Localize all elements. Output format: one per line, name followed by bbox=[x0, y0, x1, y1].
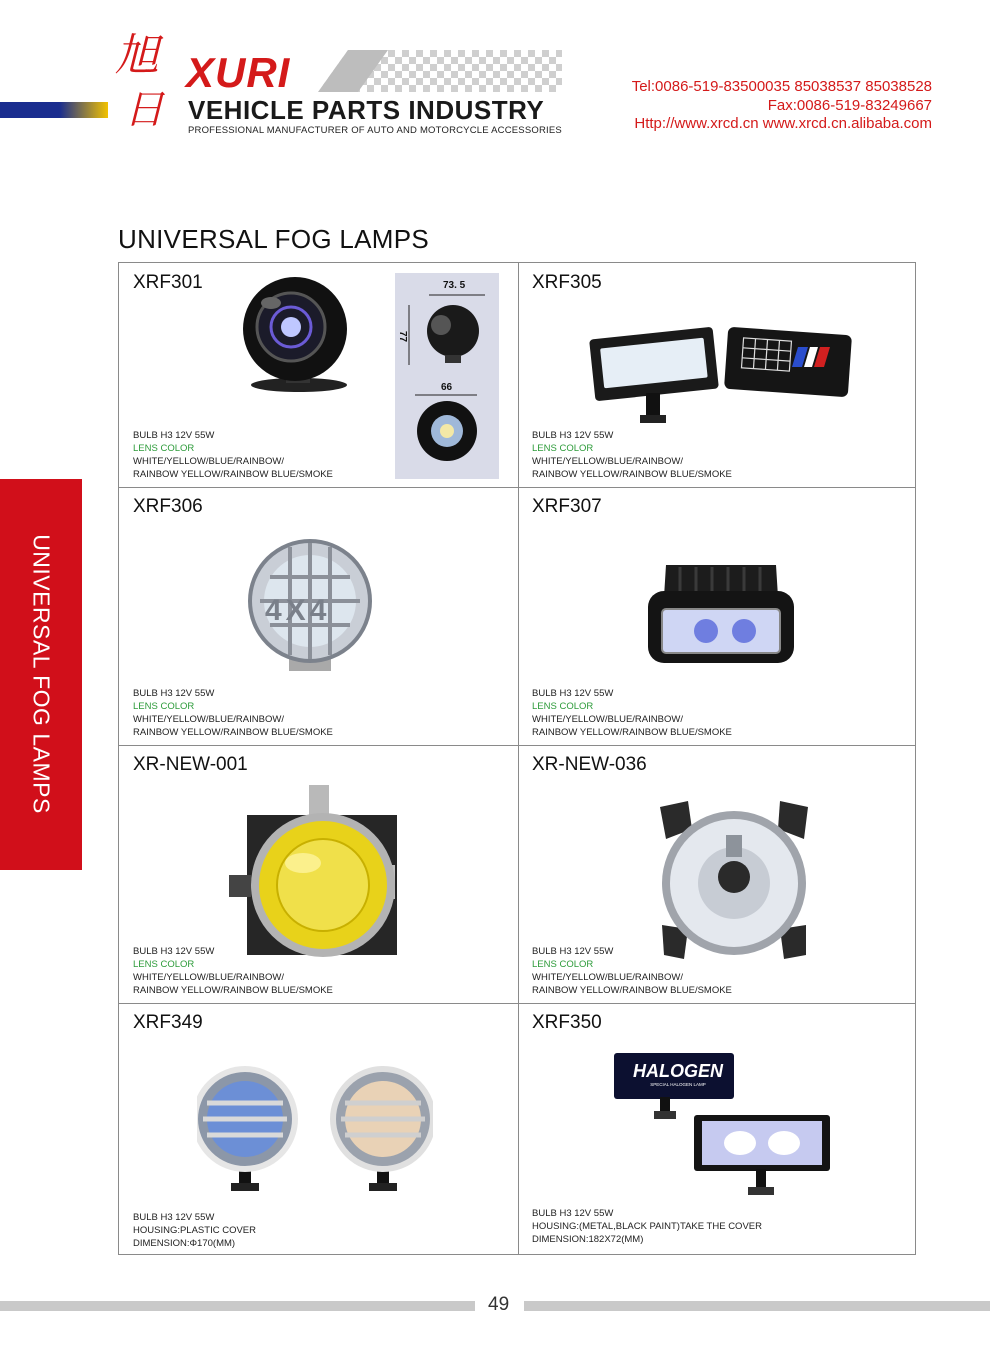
dimension-diagram bbox=[395, 273, 499, 479]
product-specs bbox=[133, 945, 333, 997]
product-card-xrf307 bbox=[518, 487, 917, 745]
product-specs bbox=[133, 1211, 256, 1250]
spec-colors-1: WHITE/YELLOW/BLUE/RAINBOW/ bbox=[532, 714, 683, 725]
spec-bulb: BULB H3 12V 55W bbox=[133, 688, 215, 699]
fog-lamp-image bbox=[197, 1059, 433, 1201]
spec-colors-1: WHITE/YELLOW/BLUE/RAINBOW/ bbox=[133, 972, 284, 983]
fog-lamp-image bbox=[658, 799, 812, 963]
product-card-xrf301 bbox=[119, 263, 518, 487]
product-code: XRF350 bbox=[532, 1012, 602, 1033]
dimension-height: 77 bbox=[397, 330, 409, 343]
spec-colors-2: RAINBOW YELLOW/RAINBOW BLUE/SMOKE bbox=[532, 727, 732, 738]
product-code: XRF305 bbox=[532, 272, 602, 293]
product-specs bbox=[133, 687, 333, 739]
header-color-stripe bbox=[0, 102, 108, 118]
spec-colors-2: RAINBOW YELLOW/RAINBOW BLUE/SMOKE bbox=[133, 469, 333, 480]
fog-lamp-image bbox=[231, 273, 361, 393]
spec-bulb: BULB H3 12V 55W bbox=[532, 430, 614, 441]
cover-label: HALOGEN bbox=[633, 1061, 723, 1081]
company-name: VEHICLE PARTS INDUSTRY bbox=[188, 95, 545, 125]
spec-housing: HOUSING:PLASTIC COVER bbox=[133, 1225, 256, 1236]
brand-name: XURI bbox=[186, 49, 291, 96]
product-code: XRF307 bbox=[532, 496, 602, 517]
footer-bar-left bbox=[0, 1301, 475, 1311]
product-card-xr-new-036 bbox=[518, 745, 917, 1003]
product-card-xrf306 bbox=[119, 487, 518, 745]
spec-lens-label: LENS COLOR bbox=[532, 959, 594, 970]
spec-colors-1: WHITE/YELLOW/BLUE/RAINBOW/ bbox=[532, 972, 683, 983]
spec-lens-label: LENS COLOR bbox=[532, 443, 594, 454]
product-grid bbox=[118, 262, 916, 1255]
spec-bulb: BULB H3 12V 55W bbox=[532, 946, 614, 957]
product-code: XRF301 bbox=[133, 272, 203, 293]
product-code: XRF349 bbox=[133, 1012, 203, 1033]
spec-colors-2: RAINBOW YELLOW/RAINBOW BLUE/SMOKE bbox=[532, 985, 732, 996]
spec-lens-label: LENS COLOR bbox=[133, 959, 195, 970]
dimension-depth: 66 bbox=[441, 382, 453, 393]
logo-hanzi-bottom: 日 bbox=[124, 87, 164, 133]
fog-lamp-image bbox=[588, 323, 858, 433]
spec-colors-1: WHITE/YELLOW/BLUE/RAINBOW/ bbox=[133, 456, 284, 467]
product-specs bbox=[532, 429, 732, 481]
product-card-xrf349 bbox=[119, 1003, 518, 1255]
spec-lens-label: LENS COLOR bbox=[532, 701, 594, 712]
spec-bulb: BULB H3 12V 55W bbox=[133, 430, 215, 441]
spec-bulb: BULB H3 12V 55W bbox=[133, 946, 215, 957]
side-tab-label: UNIVERSAL FOG LAMPS bbox=[28, 534, 55, 814]
grill-emblem: 4X4 bbox=[265, 594, 331, 627]
spec-bulb: BULB H3 12V 55W bbox=[133, 1212, 215, 1223]
spec-housing: HOUSING:(METAL,BLACK PAINT)TAKE THE COVER bbox=[532, 1221, 762, 1232]
spec-colors-2: RAINBOW YELLOW/RAINBOW BLUE/SMOKE bbox=[532, 469, 732, 480]
cover-sublabel: SPECIAL HALOGEN LAMP bbox=[650, 1082, 706, 1087]
fog-lamp-image bbox=[227, 783, 399, 959]
product-card-xrf305 bbox=[518, 263, 917, 487]
product-card-xrf350 bbox=[518, 1003, 917, 1255]
product-specs bbox=[532, 687, 732, 739]
checkered-flag-graphic bbox=[318, 50, 562, 92]
product-specs bbox=[532, 945, 732, 997]
contact-block bbox=[632, 78, 932, 134]
section-title: UNIVERSAL FOG LAMPS bbox=[118, 224, 430, 254]
spec-dimension: DIMENSION:Φ170(MM) bbox=[133, 1238, 236, 1249]
spec-colors-2: RAINBOW YELLOW/RAINBOW BLUE/SMOKE bbox=[133, 727, 333, 738]
product-code: XR-NEW-036 bbox=[532, 754, 647, 775]
product-code: XRF306 bbox=[133, 496, 203, 517]
contact-web: Http://www.xrcd.cn www.xrcd.cn.alibaba.com bbox=[634, 115, 932, 132]
dimension-width: 73. 5 bbox=[443, 280, 466, 291]
contact-tel: Tel:0086-519-83500035 85038537 85038528 bbox=[631, 78, 932, 95]
logo-hanzi-top: 旭 bbox=[115, 30, 159, 81]
spec-bulb: BULB H3 12V 55W bbox=[532, 1208, 614, 1219]
contact-fax: Fax:0086-519-83249667 bbox=[767, 96, 932, 114]
spec-lens-label: LENS COLOR bbox=[133, 701, 195, 712]
spec-colors-1: WHITE/YELLOW/BLUE/RAINBOW/ bbox=[532, 456, 683, 467]
spec-dimension: DIMENSION:182X72(MM) bbox=[532, 1234, 644, 1245]
spec-lens-label: LENS COLOR bbox=[133, 443, 195, 454]
spec-bulb: BULB H3 12V 55W bbox=[532, 688, 614, 699]
product-code: XR-NEW-001 bbox=[133, 754, 248, 775]
product-card-xr-new-001 bbox=[119, 745, 518, 1003]
company-tagline: PROFESSIONAL MANUFACTURER OF AUTO AND MOTORCYCLE ACCESSORIES bbox=[188, 125, 562, 136]
fog-lamp-image bbox=[646, 557, 796, 667]
page-number: 49 bbox=[488, 1294, 510, 1315]
spec-colors-2: RAINBOW YELLOW/RAINBOW BLUE/SMOKE bbox=[133, 985, 333, 996]
side-tab bbox=[0, 479, 82, 870]
spec-colors-1: WHITE/YELLOW/BLUE/RAINBOW/ bbox=[133, 714, 284, 725]
product-specs bbox=[133, 429, 333, 481]
footer-bar-right bbox=[524, 1301, 990, 1311]
product-specs bbox=[532, 1207, 762, 1246]
